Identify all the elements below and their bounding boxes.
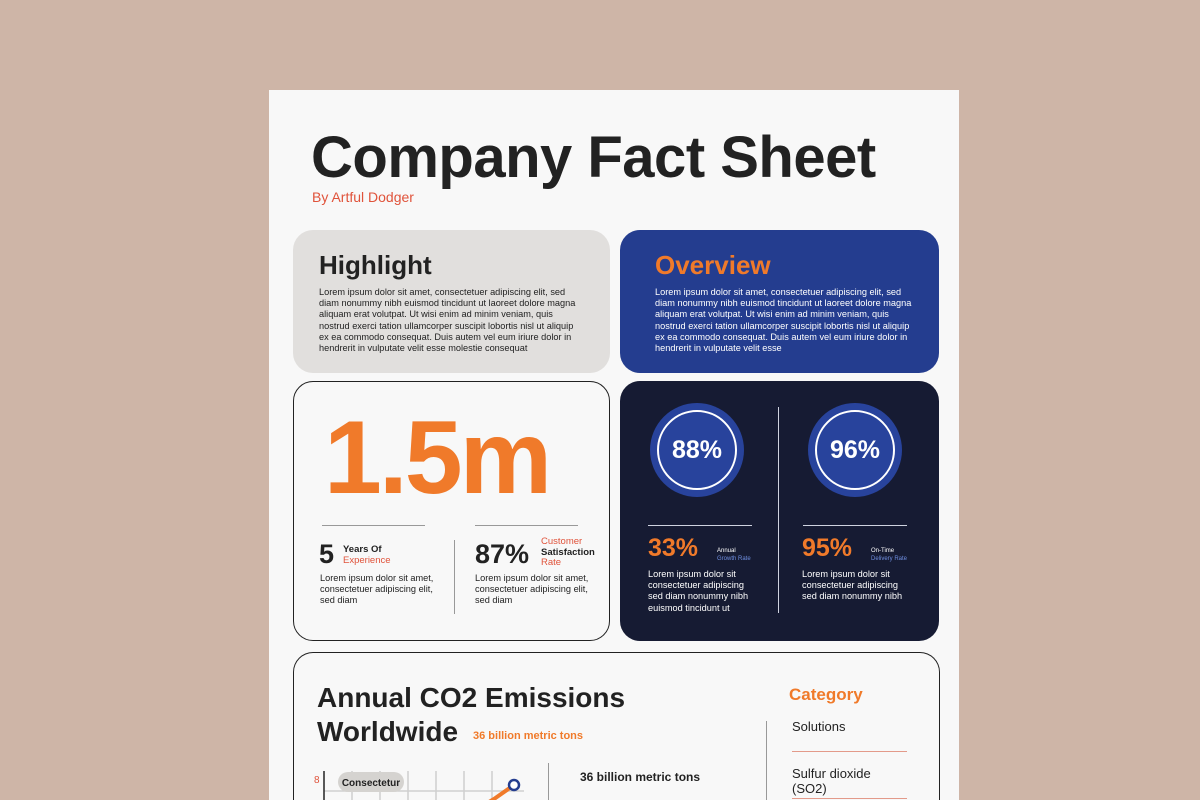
metrics-card	[620, 381, 939, 641]
emissions-card	[293, 652, 940, 800]
author-byline: By Artful Dodger	[312, 189, 414, 205]
page-title: Company Fact Sheet	[311, 125, 876, 190]
chart-note: 36 billion metric tons	[580, 770, 701, 784]
delivery-label	[871, 547, 907, 563]
growth-label-top: Annual	[717, 548, 736, 554]
growth-label	[717, 547, 751, 563]
emissions-title-line1: Annual CO2 Emissions	[317, 682, 626, 713]
category-divider	[766, 721, 767, 800]
category-item: Solutions	[792, 719, 846, 734]
highlight-card	[293, 230, 610, 373]
delivery-label-bottom: Delivery Rate	[871, 556, 908, 562]
category-divider-line	[792, 751, 907, 752]
satisfaction-label-bold: Satisfaction	[541, 546, 595, 558]
metric-circle-left	[650, 403, 744, 497]
overview-text: Lorem ipsum dolor sit amet, consectetuer adipiscing elit, sed diam nonummy nibh euismod tincidunt ut laoreet dolore magna aliquam erat volutpat. Ut wisi enim ad minim veniam, quis nostrud exerci tation ullamcorper suscipit lobortis nisl ut aliquip ex ea commodo consequat. Duis autem vel eum iriure dolor in hendrerit in vulputate velit esse	[655, 287, 912, 354]
series-line-orange	[474, 785, 514, 800]
chart-divider	[548, 763, 549, 800]
metrics-vertical-divider	[778, 407, 779, 613]
years-value: 5	[319, 539, 335, 569]
stats-divider-left	[322, 525, 425, 526]
satisfaction-label-top: Customer	[541, 536, 583, 547]
delivery-text: Lorem ipsum dolor sit consectetuer adipiscing sed diam nonummy nibh	[802, 569, 903, 602]
years-label	[343, 545, 391, 566]
metric-circle-right-value: 96%	[815, 410, 895, 490]
growth-text: Lorem ipsum dolor sit consectetuer adipiscing sed diam nonummy nibh euismod tincidunt ut	[648, 569, 749, 613]
emissions-subtitle: 36 billion metric tons	[473, 730, 584, 742]
highlight-text: Lorem ipsum dolor sit amet, consectetuer adipiscing elit, sed diam nonummy nibh euismod tincidunt ut laoreet dolore magna aliquam erat volutpat. Ut wisi enim ad minim veniam, quis nostrud exerci tation ullamcorper suscipit lobortis nisl ut aliquip ex ea commodo consequat. Duis autem vel eum iriure dolor in hendrerit in vulputate velit esse molestie consequat	[319, 287, 576, 354]
growth-value: 33%	[648, 534, 699, 562]
metric-circle-left-value: 88%	[657, 410, 737, 490]
stats-divider-right	[475, 525, 578, 526]
category-divider-line	[792, 798, 907, 799]
series-point	[509, 780, 519, 790]
category-item: Sulfur dioxide (SO2)	[792, 766, 871, 796]
metrics-divider-left	[648, 525, 752, 526]
emissions-title-line2: Worldwide	[317, 716, 459, 747]
years-text: Lorem ipsum dolor sit amet, consectetuer adipiscing elit, sed diam	[320, 573, 434, 606]
category-heading: Category	[789, 685, 863, 704]
satisfaction-text: Lorem ipsum dolor sit amet, consectetuer adipiscing elit, sed diam	[475, 573, 589, 606]
satisfaction-label-red: Rate	[541, 557, 562, 568]
delivery-label-top: On-Time	[871, 548, 895, 554]
delivery-value: 95%	[802, 534, 853, 562]
y-tick-label: 8	[314, 775, 320, 786]
stats-card	[293, 381, 610, 641]
growth-label-bottom: Growth Rate	[717, 556, 751, 562]
fact-sheet	[269, 90, 959, 800]
years-label-bold: Years Of	[343, 544, 382, 555]
years-label-red: Experience	[343, 554, 391, 566]
metrics-divider-right	[803, 525, 907, 526]
overview-card	[620, 230, 939, 373]
big-number: 1.5m	[324, 400, 550, 516]
emissions-chart	[314, 771, 534, 800]
overview-heading: Overview	[655, 250, 771, 280]
annotation-label: Consectetur	[341, 778, 401, 789]
metric-circle-right	[808, 403, 902, 497]
satisfaction-label	[541, 537, 595, 569]
highlight-heading: Highlight	[319, 250, 432, 280]
satisfaction-value: 87%	[475, 539, 530, 569]
stats-vertical-divider	[454, 540, 455, 614]
